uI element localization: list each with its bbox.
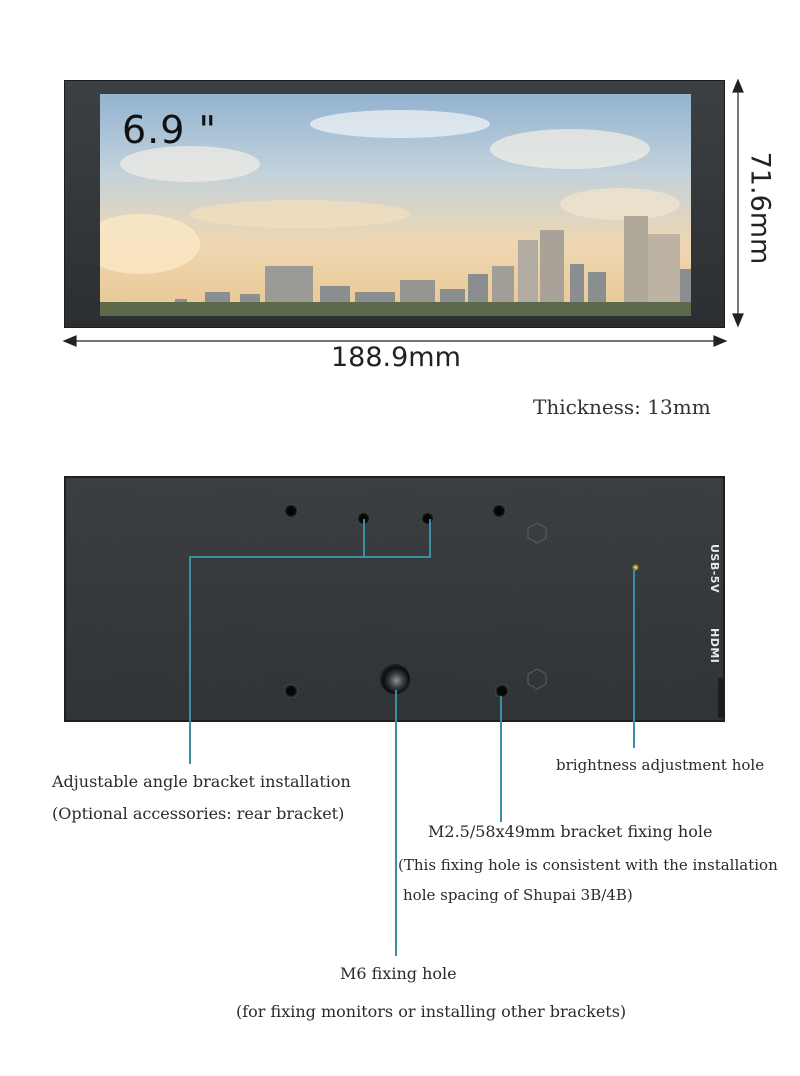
leader-bracket-right-drop [429,519,431,558]
bracket-installation-caption: Adjustable angle bracket installation [52,772,351,791]
hdmi-port-label: HDMI [708,628,721,664]
leader-bracket-vertical [189,556,191,764]
leader-m6-vertical [395,690,397,956]
height-dimension-label: 71.6mm [744,151,776,265]
screw-hole-bottom-left [284,684,298,698]
leader-brightness-vertical [633,568,635,748]
height-arrow-bottom [733,314,743,326]
monitor-rear-panel [64,476,725,722]
dimension-arrows [0,0,800,400]
m6-hole-caption: M6 fixing hole [340,964,457,983]
m25-note-line1: (This fixing hole is consistent with the installation [398,856,778,874]
screen-size-label: 6.9 " [122,108,217,152]
leader-bracket-horizontal [189,556,431,558]
height-arrow-top [733,80,743,92]
width-arrow-left [64,336,76,346]
leader-bracket-left-drop [363,519,365,558]
bracket-hole-right [421,512,434,525]
screw-hole-top-left [284,504,298,518]
bracket-optional-caption: (Optional accessories: rear bracket) [52,804,345,823]
hex-screw-top [526,522,548,544]
m6-note-caption: (for fixing monitors or installing other brackets) [236,1002,627,1021]
hex-screw-bottom [526,668,548,690]
width-dimension-label: 188.9mm [331,342,461,373]
port-edge-strip [718,678,724,718]
usb-5v-port-label: USB-5V [708,544,721,593]
screw-hole-top-right [492,504,506,518]
m25-bracket-hole [495,684,509,698]
m25-hole-caption: M2.5/58x49mm bracket fixing hole [428,822,713,841]
leader-m25-vertical [500,696,502,822]
width-arrow-right [714,336,726,346]
m25-note-line2: hole spacing of Shupai 3B/4B) [403,886,633,904]
thickness-label: Thickness: 13mm [533,395,711,419]
brightness-hole-caption: brightness adjustment hole [556,756,765,774]
